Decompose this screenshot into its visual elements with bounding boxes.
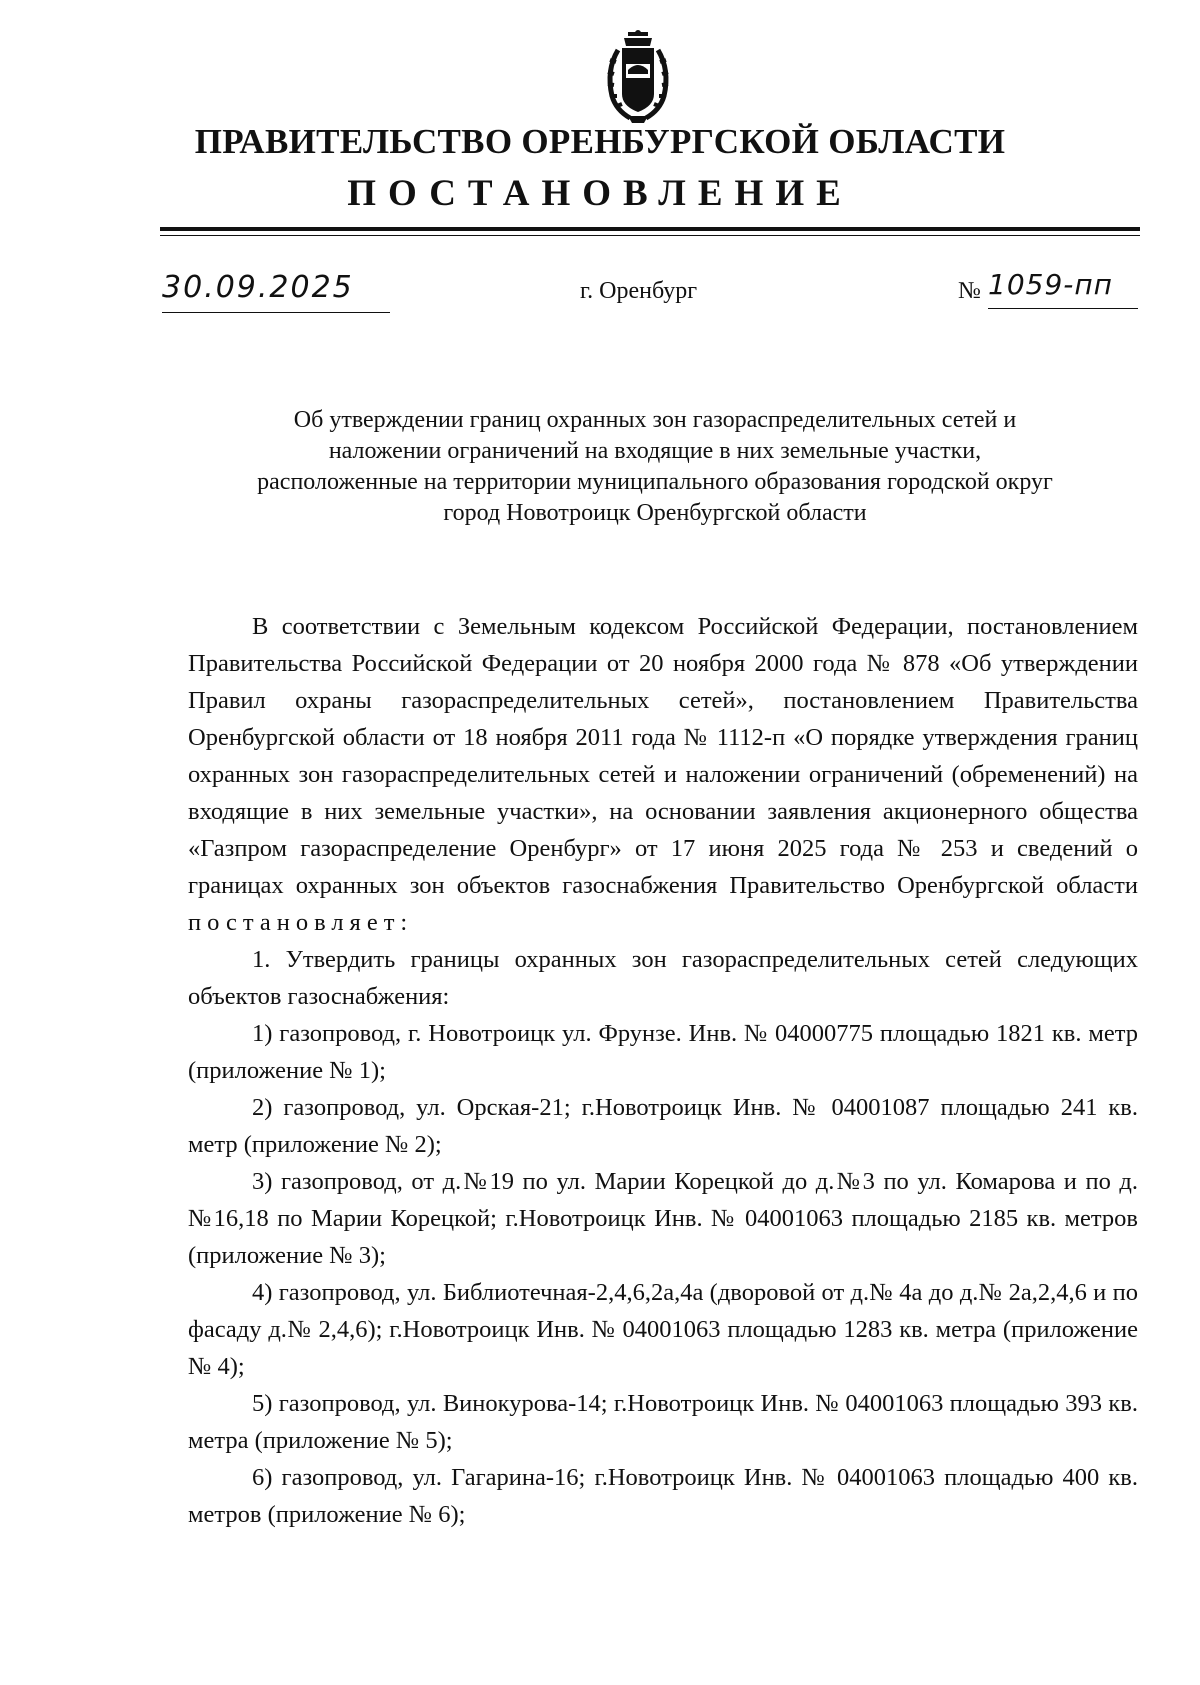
- point-1-paragraph: 1. Утвердить границы охранных зон газораспределительных сетей следующих объектов газоснабжения:: [188, 946, 1138, 1010]
- number-sign: №: [958, 278, 981, 304]
- preamble-paragraph: [188, 608, 1138, 941]
- decree-city: г. Оренбург: [580, 278, 698, 304]
- document-type-title: ПОСТАНОВЛЕНИЕ: [347, 173, 853, 214]
- decree-word: постановляет:: [188, 909, 414, 936]
- number-underline: [988, 308, 1138, 309]
- list-item: 3) газопровод, от д.№19 по ул. Марии Корецкой до д.№3 по ул. Комарова и по д.№16,18 по Марии Корецкой; г.Новотроицк Инв. № 04001063 площадью 2185 кв. метров (приложение № 3);: [188, 1168, 1138, 1269]
- decree-number: 1059-пп: [988, 268, 1113, 301]
- decree-subject: [170, 405, 1140, 529]
- list-item: 5) газопровод, ул. Винокурова-14; г.Новотроицк Инв. № 04001063 площадью 393 кв. метра (приложение № 5);: [188, 1390, 1138, 1454]
- list-item: 4) газопровод, ул. Библиотечная-2,4,6,2а,4а (дворовой от д.№ 4а до д.№ 2а,2,4,6 и по фасаду д.№ 2,4,6); г.Новотроицк Инв. № 04001063 площадью 1283 кв. метра (приложение № 4);: [188, 1279, 1138, 1380]
- decree-body: [188, 608, 1138, 1533]
- list-item: 2) газопровод, ул. Орская-21; г.Новотроицк Инв. № 04001087 площадью 241 кв. метр (приложение № 2);: [188, 1094, 1138, 1158]
- orenburg-coat-of-arms-icon: [598, 30, 678, 125]
- list-item: 1) газопровод, г. Новотроицк ул. Фрунзе. Инв. № 04000775 площадью 1821 кв. метр (приложение № 1);: [188, 1020, 1138, 1084]
- preamble-text: В соответствии с Земельным кодексом Российской Федерации, постановлением Правительства Российской Федерации от 20 ноября 2000 года № 878 «Об утверждении Правил охраны газораспределительных сетей», постановлением Правительства Оренбургской области от 18 ноября 2011 года № 1112-п «О порядке утверждения границ охранных зон газораспределительных сетей и наложении ограничений (обременений) на входящие в них земельные участки», на основании заявления акционерного общества «Газпром газораспределение Оренбург» от 17 июня 2025 года № 253 и сведений о границах охранных зон объектов газоснабжения Правительство Оренбургской области: [188, 613, 1138, 899]
- date-underline: [162, 312, 390, 313]
- subject-line: наложении ограничений на входящие в них земельные участки,: [328, 438, 982, 464]
- decree-date: 30.09.2025: [162, 270, 354, 305]
- government-name: ПРАВИТЕЛЬСТВО ОРЕНБУРГСКОЙ ОБЛАСТИ: [194, 122, 1006, 161]
- header-divider-thin: [160, 235, 1140, 236]
- subject-line: Об утверждении границ охранных зон газораспределительных сетей и: [293, 407, 1017, 433]
- list-item: 6) газопровод, ул. Гагарина-16; г.Новотроицк Инв. № 04001063 площадью 400 кв. метров (приложение № 6);: [188, 1464, 1138, 1528]
- subject-line: город Новотроицк Оренбургской области: [443, 500, 867, 526]
- header-divider-thick: [160, 227, 1140, 231]
- subject-line: расположенные на территории муниципального образования городской округ: [257, 469, 1053, 495]
